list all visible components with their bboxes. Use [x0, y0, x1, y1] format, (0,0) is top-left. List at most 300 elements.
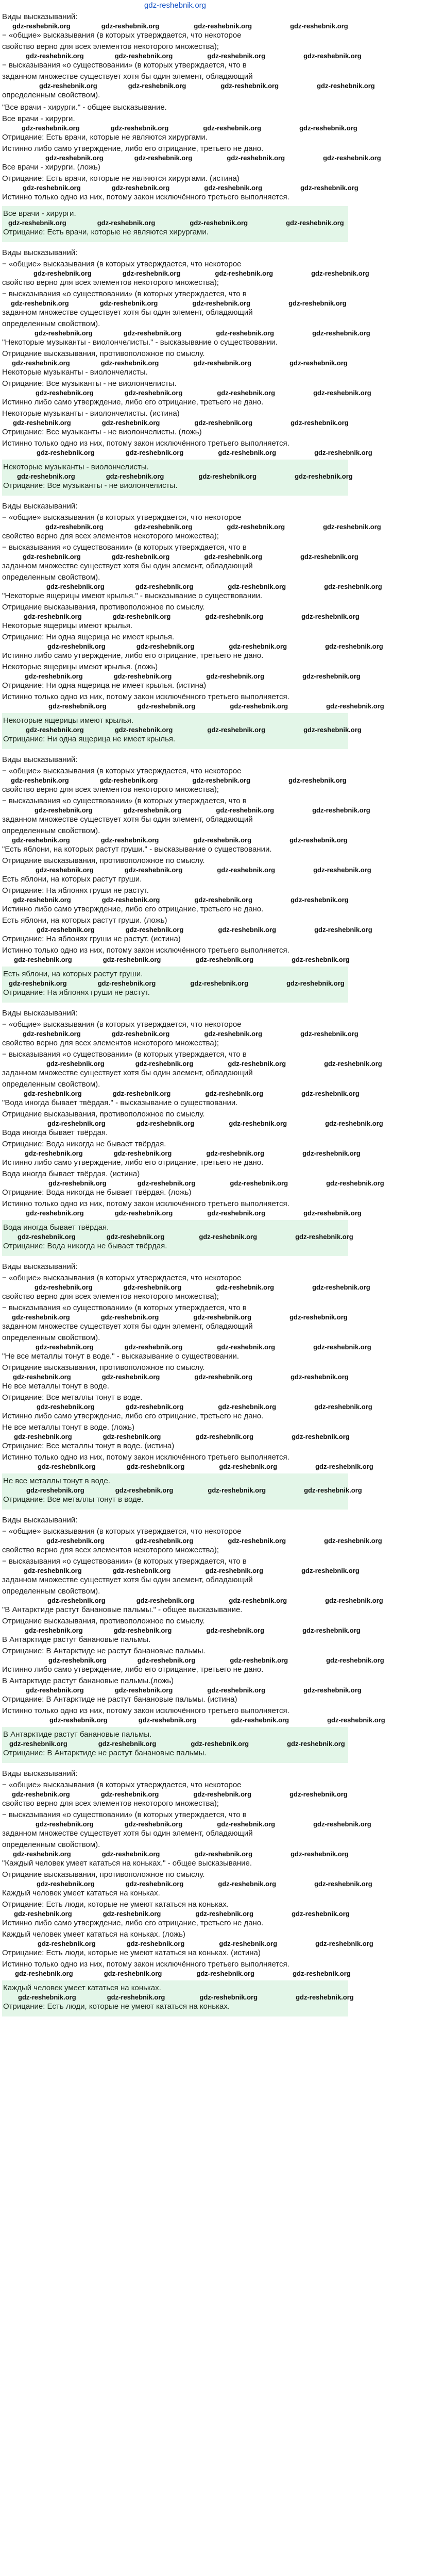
answer-line: Отрицание: Есть люди, которые не умеют кататься на коньках. [3, 2002, 230, 2011]
watermark-text: gdz-reshebnik.org [295, 472, 353, 480]
watermark-row [2, 1716, 385, 1724]
watermark-row [2, 1060, 382, 1067]
solution-line: свойство верно для всех элементов некоторого множества); [2, 1799, 219, 1808]
solution-line: Вода иногда бывает твёрдая. [2, 1128, 108, 1137]
answer-line: Есть яблони, на которых растут груши. [3, 970, 143, 978]
solution-line: Истинно либо само утверждение, либо его отрицание, третьего не дано. [2, 905, 264, 913]
watermark-text: gdz-reshebnik.org [136, 642, 195, 650]
watermark-text: gdz-reshebnik.org [204, 553, 263, 561]
intro-line: заданном множестве существует хотя бы один элемент, обладающий [2, 72, 253, 81]
watermark-text: gdz-reshebnik.org [231, 1716, 289, 1724]
watermark-text: gdz-reshebnik.org [26, 1686, 84, 1694]
watermark-row [2, 1567, 360, 1574]
solution-line: Отрицание: В Антарктиде не растут банановые пальмы. (истина) [2, 1695, 237, 1704]
solution-line: Истинно только одно из них, потому закон исключённого третьего выполняется. [2, 692, 289, 701]
watermark-text: gdz-reshebnik.org [123, 1283, 182, 1291]
watermark-text: gdz-reshebnik.org [128, 82, 186, 90]
watermark-text: gdz-reshebnik.org [126, 1463, 185, 1470]
watermark-text: gdz-reshebnik.org [18, 1233, 76, 1241]
watermark-text: gdz-reshebnik.org [17, 472, 75, 480]
watermark-text: gdz-reshebnik.org [106, 472, 164, 480]
watermark-text: gdz-reshebnik.org [18, 1993, 76, 2001]
solution-line: Отрицание: Есть врачи, которые не являются хирургами. [2, 133, 208, 142]
solution-line: Отрицание высказывания, противоположное по смыслу. [2, 603, 205, 612]
solution-line: Отрицание высказывания, противоположное по смыслу. [2, 349, 205, 358]
watermark-text: gdz-reshebnik.org [22, 124, 80, 132]
watermark-text: gdz-reshebnik.org [303, 726, 362, 734]
watermark-text: gdz-reshebnik.org [26, 726, 84, 734]
answer-line: В Антарктиде растут банановые пальмы. [3, 1730, 152, 1739]
solution-line: Истинно либо само утверждение, либо его отрицание, третьего не дано. [2, 1158, 264, 1167]
watermark-text: gdz-reshebnik.org [136, 1120, 195, 1127]
solution-line: Истинно либо само утверждение, либо его отрицание, третьего не дано. [2, 1412, 264, 1420]
watermark-text: gdz-reshebnik.org [314, 1403, 372, 1411]
solution-line: Виды высказываний: [2, 248, 78, 257]
watermark-row [2, 1791, 348, 1798]
watermark-text: gdz-reshebnik.org [137, 702, 196, 710]
watermark-text: gdz-reshebnik.org [36, 1820, 94, 1828]
watermark-text: gdz-reshebnik.org [101, 896, 160, 904]
solution-line: определенным свойством). [2, 319, 100, 328]
solution-line: Некоторые музыканты - виолончелисты. [2, 368, 148, 377]
intro-line: определенным свойством). [2, 91, 100, 99]
answer-box [2, 967, 348, 1003]
watermark-text: gdz-reshebnik.org [37, 1403, 95, 1411]
watermark-row [3, 1993, 354, 2001]
solution-line: определенным свойством). [2, 1080, 100, 1089]
solution-line: Отрицание: Все металлы тонут в воде. [2, 1393, 143, 1402]
watermark-text: gdz-reshebnik.org [36, 866, 94, 874]
watermark-text: gdz-reshebnik.org [14, 1910, 72, 1918]
watermark-text: gdz-reshebnik.org [97, 219, 156, 227]
watermark-text: gdz-reshebnik.org [137, 1179, 196, 1187]
watermark-text: gdz-reshebnik.org [312, 329, 370, 337]
watermark-row [3, 726, 362, 734]
watermark-row [2, 1910, 348, 1918]
watermark-row [2, 154, 381, 162]
watermark-text: gdz-reshebnik.org [13, 896, 71, 904]
answer-line: Отрицание: В Антарктиде не растут банановые пальмы. [3, 1749, 207, 1757]
watermark-text: gdz-reshebnik.org [103, 956, 161, 963]
watermark-row [2, 449, 372, 456]
solution-line: − высказывания «о существовании» (в которых утверждается, что в [2, 796, 247, 805]
watermark-text: gdz-reshebnik.org [292, 1910, 350, 1918]
watermark-text: gdz-reshebnik.org [195, 1910, 254, 1918]
solution-line: − «общие» высказывания (в которых утверждается, что некоторое [2, 1274, 242, 1282]
watermark-text: gdz-reshebnik.org [291, 419, 349, 427]
solution-line: − высказывания «о существовании» (в которых утверждается, что в [2, 1810, 247, 1819]
answer-box [2, 1220, 353, 1256]
answer-box [2, 206, 348, 242]
watermark-text: gdz-reshebnik.org [292, 956, 350, 963]
watermark-text: gdz-reshebnik.org [317, 82, 375, 90]
watermark-text: gdz-reshebnik.org [12, 1313, 70, 1321]
watermark-text: gdz-reshebnik.org [207, 1209, 266, 1217]
watermark-row [2, 806, 370, 814]
watermark-text: gdz-reshebnik.org [216, 1283, 275, 1291]
watermark-text: gdz-reshebnik.org [24, 1090, 82, 1097]
watermark-text: gdz-reshebnik.org [126, 1940, 185, 1947]
watermark-text: gdz-reshebnik.org [300, 1030, 358, 1038]
watermark-text: gdz-reshebnik.org [101, 1373, 160, 1381]
solution-line: заданном множестве существует хотя бы один элемент, обладающий [2, 1322, 253, 1331]
watermark-row [2, 926, 372, 934]
watermark-text: gdz-reshebnik.org [47, 1120, 106, 1127]
watermark-text: gdz-reshebnik.org [302, 672, 361, 680]
solution-line: Виды высказываний: [2, 755, 78, 764]
watermark-text: gdz-reshebnik.org [324, 583, 382, 590]
solution-line: Отрицание: Ни одна ящерица не имеет крылья. (истина) [2, 681, 207, 690]
watermark-text: gdz-reshebnik.org [220, 82, 279, 90]
watermark-text: gdz-reshebnik.org [15, 1970, 73, 1977]
watermark-row [2, 896, 348, 904]
watermark-text: gdz-reshebnik.org [24, 1567, 82, 1574]
watermark-row [3, 1740, 347, 1748]
watermark-text: gdz-reshebnik.org [100, 1790, 159, 1798]
answer-line: Каждый человек умеет кататься на коньках. [3, 1984, 161, 1992]
watermark-row [2, 1149, 361, 1157]
watermark-text: gdz-reshebnik.org [36, 389, 94, 397]
watermark-text: gdz-reshebnik.org [47, 1597, 106, 1604]
watermark-text: gdz-reshebnik.org [217, 1820, 276, 1828]
watermark-text: gdz-reshebnik.org [25, 1626, 83, 1634]
solution-line: Отрицание: Вода никогда не бывает твёрдая. (ложь) [2, 1188, 192, 1197]
answer-line: Отрицание: Все музыканты - не виолончелисты. [3, 481, 178, 490]
answer-line: Некоторые музыканты - виолончелисты. [3, 463, 149, 471]
watermark-text: gdz-reshebnik.org [219, 1463, 278, 1470]
watermark-text: gdz-reshebnik.org [324, 1537, 382, 1545]
watermark-text: gdz-reshebnik.org [98, 1740, 157, 1748]
watermark-text: gdz-reshebnik.org [26, 1486, 84, 1494]
watermark-text: gdz-reshebnik.org [101, 1850, 160, 1858]
watermark-text: gdz-reshebnik.org [14, 956, 72, 963]
watermark-text: gdz-reshebnik.org [313, 866, 371, 874]
watermark-text: gdz-reshebnik.org [313, 1820, 371, 1828]
watermark-row [2, 1030, 358, 1038]
watermark-text: gdz-reshebnik.org [35, 1283, 93, 1291]
watermark-text: gdz-reshebnik.org [13, 419, 71, 427]
solution-line: Виды высказываний: [2, 1516, 78, 1524]
watermark-text: gdz-reshebnik.org [291, 1373, 349, 1381]
watermark-text: gdz-reshebnik.org [136, 1597, 195, 1604]
watermark-text: gdz-reshebnik.org [123, 806, 182, 814]
watermark-row [2, 124, 357, 132]
watermark-row [2, 1820, 371, 1828]
solution-line: Некоторые ящерицы имеют крылья. (ложь) [2, 663, 158, 671]
document-body [0, 11, 385, 2016]
solution-line: Каждый человек умеет кататься на коньках. (ложь) [2, 1930, 185, 1939]
watermark-text: gdz-reshebnik.org [114, 52, 173, 60]
watermark-row [2, 1283, 370, 1291]
watermark-row [2, 300, 348, 307]
watermark-text: gdz-reshebnik.org [289, 1313, 348, 1321]
solution-line: определенным свойством). [2, 826, 100, 835]
watermark-text: gdz-reshebnik.org [104, 1970, 162, 1977]
solution-line: заданном множестве существует хотя бы один элемент, обладающий [2, 815, 253, 824]
solution-line: Есть яблони, на которых растут груши. (ложь) [2, 916, 167, 925]
solution-line: Виды высказываний: [2, 1262, 78, 1271]
watermark-text: gdz-reshebnik.org [194, 22, 252, 30]
solution-line: заданном множестве существует хотя бы один элемент, обладающий [2, 1575, 253, 1584]
watermark-text: gdz-reshebnik.org [205, 613, 264, 620]
watermark-text: gdz-reshebnik.org [192, 776, 251, 784]
watermark-text: gdz-reshebnik.org [106, 1233, 165, 1241]
solution-line: заданном множестве существует хотя бы один элемент, обладающий [2, 562, 253, 570]
solution-line: "Есть яблони, на которых растут груши." - высказывание о существовании. [2, 845, 272, 854]
watermark-row [2, 583, 382, 590]
site-header[interactable]: gdz-reshebnik.org [144, 1, 207, 10]
watermark-text: gdz-reshebnik.org [134, 523, 193, 531]
watermark-text: gdz-reshebnik.org [122, 269, 181, 277]
watermark-text: gdz-reshebnik.org [314, 449, 372, 456]
watermark-row [2, 1209, 362, 1217]
watermark-text: gdz-reshebnik.org [13, 1373, 71, 1381]
solution-line: − «общие» высказывания (в которых утверждается, что некоторое [2, 1527, 242, 1536]
watermark-text: gdz-reshebnik.org [227, 523, 285, 531]
solution-section [2, 501, 384, 749]
watermark-text: gdz-reshebnik.org [199, 1993, 258, 2001]
solution-line: Отрицание высказывания, противоположное по смыслу. [2, 1363, 205, 1372]
watermark-text: gdz-reshebnik.org [193, 836, 252, 844]
watermark-text: gdz-reshebnik.org [314, 1880, 372, 1888]
solution-line: Отрицание высказывания, противоположное по смыслу. [2, 1110, 205, 1118]
watermark-text: gdz-reshebnik.org [198, 472, 257, 480]
watermark-text: gdz-reshebnik.org [325, 1120, 383, 1127]
watermark-text: gdz-reshebnik.org [314, 926, 372, 934]
solution-line: "Не все металлы тонут в воде." - высказывание о существовании. [2, 1352, 240, 1361]
solution-line: Истинно только одно из них, потому закон исключённого третьего выполняется. [2, 1199, 289, 1208]
watermark-row [2, 360, 348, 367]
watermark-text: gdz-reshebnik.org [101, 22, 160, 30]
watermark-text: gdz-reshebnik.org [100, 359, 159, 367]
watermark-row [2, 419, 348, 427]
watermark-text: gdz-reshebnik.org [301, 1567, 360, 1574]
solution-line: Отрицание: На яблонях груши не растут. [2, 886, 149, 895]
solution-line: Истинно только одно из них, потому закон исключённого третьего выполняется. [2, 946, 289, 955]
solution-line: Отрицание: На яблонях груши не растут. (истина) [2, 935, 181, 943]
watermark-row [2, 1656, 384, 1664]
answer-box [2, 1980, 354, 2016]
watermark-text: gdz-reshebnik.org [313, 389, 371, 397]
watermark-row [2, 1463, 373, 1470]
watermark-text: gdz-reshebnik.org [193, 1313, 252, 1321]
solution-line: − «общие» высказывания (в которых утверждается, что некоторое [2, 1781, 242, 1789]
solution-line: свойство верно для всех элементов некоторого множества); [2, 1039, 219, 1047]
solution-section [2, 1008, 384, 1256]
solution-line: − высказывания «о существовании» (в которых утверждается, что в [2, 1303, 247, 1312]
solution-line: Все врачи - хирурги. (ложь) [2, 163, 100, 172]
solution-line: "Вода иногда бывает твёрдая." - высказывание о существовании. [2, 1098, 238, 1107]
watermark-text: gdz-reshebnik.org [123, 329, 182, 337]
watermark-text: gdz-reshebnik.org [48, 702, 107, 710]
watermark-text: gdz-reshebnik.org [11, 776, 69, 784]
watermark-text: gdz-reshebnik.org [37, 1880, 95, 1888]
watermark-text: gdz-reshebnik.org [11, 299, 69, 307]
watermark-text: gdz-reshebnik.org [103, 1433, 161, 1440]
watermark-text: gdz-reshebnik.org [25, 1149, 83, 1157]
solution-line: − «общие» высказывания (в которых утверждается, что некоторое [2, 260, 242, 268]
watermark-text: gdz-reshebnik.org [203, 124, 262, 132]
watermark-text: gdz-reshebnik.org [218, 926, 277, 934]
watermark-text: gdz-reshebnik.org [327, 1716, 385, 1724]
solution-line: − высказывания «о существовании» (в которых утверждается, что в [2, 543, 247, 552]
answer-line: Отрицание: Ни одна ящерица не имеет крылья. [3, 735, 176, 743]
watermark-text: gdz-reshebnik.org [300, 184, 358, 192]
solution-line: Истинно либо само утверждение, либо его отрицание, третьего не дано. [2, 1919, 264, 1927]
watermark-row [2, 613, 360, 620]
watermark-row [2, 52, 362, 60]
watermark-text: gdz-reshebnik.org [193, 1790, 252, 1798]
solution-line: Не все металлы тонут в воде. [2, 1382, 109, 1391]
watermark-text: gdz-reshebnik.org [204, 1030, 263, 1038]
watermark-text: gdz-reshebnik.org [208, 1486, 266, 1494]
watermark-text: gdz-reshebnik.org [110, 124, 169, 132]
watermark-row [2, 777, 348, 784]
watermark-text: gdz-reshebnik.org [190, 219, 248, 227]
watermark-text: gdz-reshebnik.org [97, 979, 156, 987]
watermark-text: gdz-reshebnik.org [33, 269, 92, 277]
watermark-row [2, 523, 381, 531]
watermark-text: gdz-reshebnik.org [217, 866, 276, 874]
watermark-text: gdz-reshebnik.org [45, 523, 104, 531]
watermark-row [2, 1433, 348, 1440]
watermark-row [2, 1314, 348, 1321]
watermark-text: gdz-reshebnik.org [125, 1880, 184, 1888]
solution-line: В Антарктиде растут банановые пальмы.(ложь) [2, 1676, 174, 1685]
solution-line: Отрицание: Все металлы тонут в воде. (истина) [2, 1442, 175, 1450]
answer-box [2, 713, 362, 749]
watermark-text: gdz-reshebnik.org [290, 22, 348, 30]
intro-line: свойство верно для всех элементов некоторого множества); [2, 42, 219, 51]
solution-line: заданном множестве существует хотя бы один элемент, обладающий [2, 308, 253, 317]
watermark-text: gdz-reshebnik.org [311, 269, 369, 277]
watermark-text: gdz-reshebnik.org [303, 52, 362, 60]
watermark-text: gdz-reshebnik.org [114, 726, 173, 734]
solution-line: "Некоторые ящерицы имеют крылья." - высказывание о существовании. [2, 591, 263, 600]
solution-section [2, 247, 372, 496]
watermark-text: gdz-reshebnik.org [230, 702, 288, 710]
watermark-row [2, 1403, 372, 1411]
answer-box [2, 1473, 362, 1510]
watermark-row [3, 980, 347, 987]
watermark-text: gdz-reshebnik.org [228, 1060, 286, 1067]
watermark-row [2, 1179, 384, 1187]
watermark-text: gdz-reshebnik.org [137, 1656, 196, 1664]
watermark-text: gdz-reshebnik.org [324, 1060, 382, 1067]
answer-line: Отрицание: Все металлы тонут в воде. [3, 1495, 144, 1504]
watermark-text: gdz-reshebnik.org [293, 1970, 351, 1977]
watermark-text: gdz-reshebnik.org [216, 329, 275, 337]
watermark-text: gdz-reshebnik.org [325, 642, 383, 650]
solution-line: заданном множестве существует хотя бы один элемент, обладающий [2, 1069, 253, 1077]
watermark-row [2, 1851, 348, 1858]
watermark-text: gdz-reshebnik.org [301, 1090, 360, 1097]
watermark-text: gdz-reshebnik.org [124, 866, 183, 874]
solution-line: Отрицание высказывания, противоположное по смыслу. [2, 856, 205, 865]
watermark-text: gdz-reshebnik.org [191, 1740, 249, 1748]
answer-line: Отрицание: Вода никогда не бывает твёрдая. [3, 1242, 167, 1250]
solution-section [2, 1768, 373, 2016]
watermark-text: gdz-reshebnik.org [229, 1120, 287, 1127]
watermark-row [2, 1970, 351, 1977]
watermark-row [2, 82, 375, 90]
solution-line: Отрицание: Все музыканты - не виолончелисты. [2, 379, 177, 388]
watermark-text: gdz-reshebnik.org [296, 1993, 354, 2001]
solution-line: Каждый человек умеет кататься на коньках. [2, 1889, 160, 1897]
solution-line: Отрицание: В Антарктиде не растут банановые пальмы. [2, 1647, 206, 1655]
watermark-text: gdz-reshebnik.org [46, 583, 105, 590]
watermark-row [3, 472, 353, 480]
watermark-text: gdz-reshebnik.org [35, 806, 93, 814]
watermark-text: gdz-reshebnik.org [36, 1343, 94, 1351]
watermark-text: gdz-reshebnik.org [219, 1940, 278, 1947]
watermark-text: gdz-reshebnik.org [111, 184, 170, 192]
watermark-text: gdz-reshebnik.org [218, 1880, 277, 1888]
watermark-text: gdz-reshebnik.org [111, 1030, 170, 1038]
intro-line: − «общие» высказывания (в которых утверждается, что некоторое [2, 31, 242, 40]
watermark-text: gdz-reshebnik.org [315, 1463, 373, 1470]
watermark-text: gdz-reshebnik.org [205, 1090, 264, 1097]
watermark-text: gdz-reshebnik.org [312, 806, 370, 814]
solution-line: свойство верно для всех элементов некоторого множества); [2, 1292, 219, 1301]
watermark-text: gdz-reshebnik.org [204, 184, 263, 192]
watermark-text: gdz-reshebnik.org [288, 299, 347, 307]
watermark-text: gdz-reshebnik.org [227, 154, 285, 162]
watermark-text: gdz-reshebnik.org [113, 1626, 172, 1634]
watermark-text: gdz-reshebnik.org [228, 583, 286, 590]
watermark-text: gdz-reshebnik.org [326, 1179, 384, 1187]
watermark-text: gdz-reshebnik.org [289, 836, 348, 844]
watermark-row [2, 702, 384, 710]
solution-line: Все врачи - хирурги. [2, 114, 75, 123]
watermark-text: gdz-reshebnik.org [39, 82, 97, 90]
watermark-row [2, 269, 369, 277]
watermark-text: gdz-reshebnik.org [192, 299, 251, 307]
watermark-text: gdz-reshebnik.org [299, 124, 357, 132]
watermark-row [3, 1233, 353, 1241]
watermark-text: gdz-reshebnik.org [207, 726, 266, 734]
solution-line: Истинно либо само утверждение, либо его отрицание, третьего не дано. [2, 651, 264, 660]
solution-section [2, 754, 372, 1003]
solution-line: Виды высказываний: [2, 1769, 78, 1778]
watermark-text: gdz-reshebnik.org [300, 553, 358, 561]
watermark-text: gdz-reshebnik.org [303, 1686, 362, 1694]
watermark-text: gdz-reshebnik.org [199, 1233, 258, 1241]
watermark-text: gdz-reshebnik.org [230, 1656, 288, 1664]
watermark-text: gdz-reshebnik.org [23, 553, 81, 561]
solution-line: − «общие» высказывания (в которых утверждается, что некоторое [2, 767, 242, 775]
watermark-text: gdz-reshebnik.org [103, 1910, 161, 1918]
watermark-text: gdz-reshebnik.org [313, 1343, 371, 1351]
watermark-text: gdz-reshebnik.org [124, 389, 183, 397]
solution-section [2, 1261, 373, 1510]
watermark-row [2, 329, 370, 337]
watermark-row [2, 866, 371, 874]
watermark-text: gdz-reshebnik.org [107, 1993, 165, 2001]
watermark-text: gdz-reshebnik.org [301, 613, 360, 620]
watermark-row [2, 553, 358, 561]
watermark-text: gdz-reshebnik.org [218, 449, 277, 456]
watermark-text: gdz-reshebnik.org [207, 1686, 266, 1694]
solution-line: Отрицание: Есть люди, которые не умеют кататься на коньках. [2, 1900, 229, 1909]
watermark-row [2, 1090, 360, 1097]
watermark-text: gdz-reshebnik.org [13, 1850, 71, 1858]
watermark-text: gdz-reshebnik.org [228, 1537, 286, 1545]
watermark-text: gdz-reshebnik.org [206, 1626, 265, 1634]
solution-line: Отрицание высказывания, противоположное по смыслу. [2, 1617, 205, 1625]
solution-line: Отрицание: Есть люди, которые не умеют кататься на коньках. (истина) [2, 1948, 261, 1957]
watermark-text: gdz-reshebnik.org [190, 979, 249, 987]
